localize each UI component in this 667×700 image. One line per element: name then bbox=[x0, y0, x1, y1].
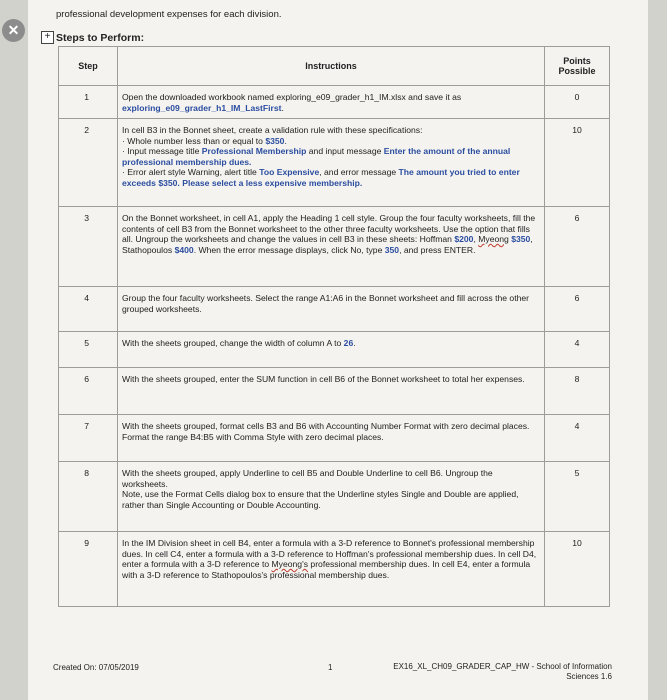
step-instructions bbox=[118, 532, 545, 607]
bold-text: exploring_e09_grader_h1_IM_LastFirst bbox=[122, 102, 282, 113]
instruction-line bbox=[122, 538, 540, 580]
bold-text: Too Expensive bbox=[259, 167, 320, 177]
instruction-text: , and press ENTER. bbox=[399, 244, 476, 255]
bold-text: 26 bbox=[343, 338, 354, 348]
steps-header bbox=[41, 31, 144, 44]
bold-text: $350 bbox=[511, 234, 531, 244]
instruction-line bbox=[122, 374, 540, 385]
bold-text: Professional Membership bbox=[201, 146, 307, 156]
step-instructions bbox=[118, 368, 545, 415]
instruction-line bbox=[122, 146, 540, 167]
instruction-text: · Whole number less than or equal to bbox=[122, 135, 266, 146]
instruction-text: In the IM Division sheet in cell B4, enter a formula with a 3-D reference to Bonnet's professional membership dues. In cell C4, enter a formula with a 3-D reference to Hoffman's professional membership dues. In cell D4, enter a formula with a 3-D reference to bbox=[122, 538, 537, 569]
table-row bbox=[59, 207, 610, 287]
step-number: 6 bbox=[59, 368, 118, 415]
bold-text: 350 bbox=[384, 244, 400, 255]
instruction-line bbox=[122, 167, 540, 188]
bold-text: The amount you tried to enter exceeds $350. Please select a less expensive membership. bbox=[122, 167, 520, 188]
steps-title: Steps to Perform: bbox=[56, 31, 145, 44]
footer-doc-line2: Sciences 1.6 bbox=[566, 672, 612, 681]
step-number: 8 bbox=[59, 462, 118, 532]
header-points-line1: Points bbox=[563, 55, 591, 66]
step-instructions bbox=[118, 207, 545, 287]
header-points bbox=[545, 47, 610, 86]
header-instructions: Instructions bbox=[118, 47, 545, 86]
points-value: 4 bbox=[545, 332, 610, 368]
footer-page-number: 1 bbox=[328, 663, 333, 672]
header-points-line2: Possible bbox=[558, 66, 596, 76]
points-value: 10 bbox=[545, 119, 610, 207]
step-number: 5 bbox=[59, 332, 118, 368]
instruction-text: On the Bonnet worksheet, in cell A1, apply the Heading 1 cell style. Group the four faculty worksheets, fill the contents of cell B3 from the Bonnet worksheet to the other three faculty worksheets. Use the option that fills all. Ungroup the worksheets and change the values in cell B3 in these sheets: Hoffman bbox=[122, 213, 536, 244]
instruction-line bbox=[122, 213, 540, 255]
instruction-text: With the sheets grouped, format cells B3 and B6 with Accounting Number Format with zero decimal places. Format the range B4:B5 with Comma Style with zero decimal places. bbox=[122, 421, 530, 442]
instruction-text: With the sheets grouped, enter the SUM function in cell B6 of the Bonnet worksheet to total her expenses. bbox=[122, 374, 525, 384]
close-icon[interactable]: ✕ bbox=[2, 19, 25, 42]
table-row bbox=[59, 415, 610, 462]
step-instructions bbox=[118, 332, 545, 368]
instruction-text: and input message bbox=[306, 146, 384, 156]
points-value: 10 bbox=[545, 532, 610, 607]
instruction-text: professional membership dues. In cell E4, enter a formula with a 3-D reference to Stathopoulos's professional membership dues. bbox=[122, 559, 531, 580]
points-value: 6 bbox=[545, 287, 610, 332]
points-value: 4 bbox=[545, 415, 610, 462]
instruction-line bbox=[122, 468, 540, 489]
step-number: 1 bbox=[59, 86, 118, 119]
footer-created: Created On: 07/05/2019 bbox=[53, 663, 139, 672]
step-number: 2 bbox=[59, 119, 118, 207]
table-header-row bbox=[59, 47, 610, 86]
points-value: 5 bbox=[545, 462, 610, 532]
instruction-line bbox=[122, 338, 540, 349]
table-row bbox=[59, 462, 610, 532]
footer-doc-id bbox=[368, 662, 612, 682]
instruction-text: , bbox=[473, 234, 479, 244]
bold-text: $350 bbox=[265, 135, 285, 146]
points-value: 8 bbox=[545, 368, 610, 415]
table-row bbox=[59, 287, 610, 332]
step-instructions bbox=[118, 415, 545, 462]
table-row bbox=[59, 368, 610, 415]
instruction-text: and save it as bbox=[405, 92, 462, 102]
instruction-text: . When the error message displays, click No, type bbox=[193, 244, 385, 255]
instruction-text: . bbox=[281, 102, 284, 113]
step-number: 3 bbox=[59, 207, 118, 287]
instruction-text: With the sheets grouped, apply Underline to cell B5 and Double Underline to cell B6. Ungroup the worksheets. bbox=[122, 468, 493, 489]
instruction-text: · Input message title bbox=[122, 146, 202, 156]
instruction-text: . bbox=[284, 135, 287, 146]
instruction-text: . bbox=[353, 338, 356, 348]
instruction-text: exploring_e09_grader_h1_IM.xlsx bbox=[276, 92, 406, 102]
step-number: 9 bbox=[59, 532, 118, 607]
expand-icon[interactable]: + bbox=[41, 31, 54, 44]
bold-text: Enter the amount of the annual professional membership dues. bbox=[122, 146, 511, 167]
instruction-text: In cell B3 in the Bonnet sheet, create a validation rule with these specifications: bbox=[122, 125, 423, 135]
table-row bbox=[59, 119, 610, 207]
instruction-line bbox=[122, 125, 540, 136]
instruction-line bbox=[122, 489, 540, 510]
points-value: 0 bbox=[545, 86, 610, 119]
header-step: Step bbox=[59, 47, 118, 86]
instruction-text: Open the downloaded workbook named bbox=[122, 92, 277, 102]
spellcheck-text: Myeong bbox=[478, 234, 509, 244]
step-number: 4 bbox=[59, 287, 118, 332]
instruction-text: , and error message bbox=[319, 167, 399, 177]
footer-doc-line1: EX16_XL_CH09_GRADER_CAP_HW - School of Information bbox=[393, 662, 612, 671]
instruction-text: · Error alert style Warning, alert title bbox=[122, 167, 260, 177]
step-number: 7 bbox=[59, 415, 118, 462]
table-row bbox=[59, 86, 610, 119]
spellcheck-text: Myeong's bbox=[271, 559, 309, 569]
instruction-text: With the sheets grouped, change the width of column A to bbox=[122, 338, 344, 348]
table-row bbox=[59, 332, 610, 368]
instruction-line bbox=[122, 421, 540, 442]
bold-text: $400 bbox=[174, 244, 194, 255]
instruction-text: Note, use the Format Cells dialog box to ensure that the Underline styles Single and Double are applied, rather than Single Accounting or Double Accounting. bbox=[122, 489, 519, 510]
points-value: 6 bbox=[545, 207, 610, 287]
step-instructions bbox=[118, 119, 545, 207]
bold-text: $200 bbox=[454, 234, 474, 244]
instruction-text: Group the four faculty worksheets. Select the range A1:A6 in the Bonnet worksheet and fill across the other grouped worksheets. bbox=[122, 293, 530, 314]
step-instructions bbox=[118, 287, 545, 332]
instruction-text: , Stathopoulos bbox=[122, 234, 533, 255]
table-row bbox=[59, 532, 610, 607]
instruction-line bbox=[122, 92, 540, 113]
step-instructions bbox=[118, 86, 545, 119]
instruction-line bbox=[122, 136, 540, 147]
intro-text: professional development expenses for each division. bbox=[56, 9, 282, 20]
step-instructions bbox=[118, 462, 545, 532]
instruction-line bbox=[122, 293, 540, 314]
steps-table bbox=[58, 46, 610, 607]
